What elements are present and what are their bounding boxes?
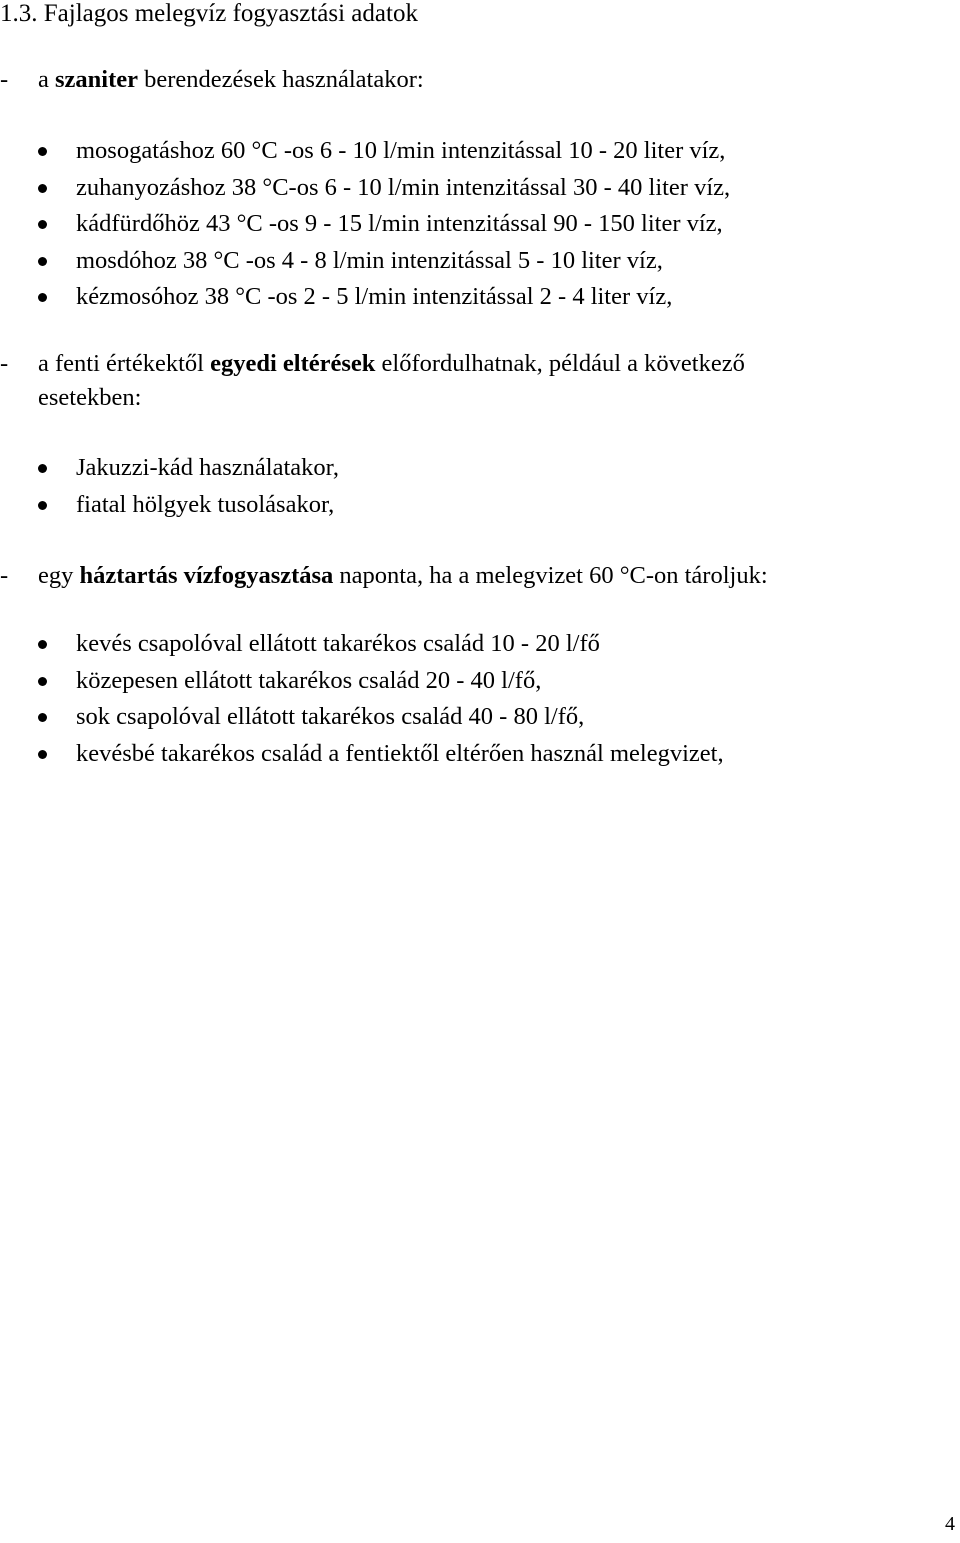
list-item-text: mosdóhoz 38 °C -os 4 - 8 l/min intenzitással 5 - 10 liter víz,	[76, 246, 663, 274]
list-item-text: kevésbé takarékos család a fentiektől eltérően használ melegvizet,	[76, 739, 724, 767]
bullet-icon	[38, 677, 47, 686]
dash-marker: -	[0, 66, 9, 93]
intro-pre: a fenti értékektől	[38, 350, 211, 377]
list-item-text: Jakuzzi-kád használatakor,	[76, 454, 339, 481]
intro-post: berendezések használatakor:	[138, 66, 424, 93]
bullet-icon	[38, 184, 47, 193]
intro-pre: egy	[38, 562, 80, 589]
bullet-icon	[38, 713, 47, 722]
list-item-text: kézmosóhoz 38 °C -os 2 - 5 l/min intenzitással 2 - 4 liter víz,	[76, 283, 673, 310]
list-item-text: sok csapolóval ellátott takarékos család 40 - 80 l/fő,	[76, 703, 585, 730]
list-item-text: zuhanyozáshoz 38 °C-os 6 - 10 l/min intenzitással 30 - 40 liter víz,	[76, 173, 731, 201]
intro-post: naponta, ha a melegvizet 60 °C-on tároljuk:	[333, 562, 768, 589]
intro-pre: a	[38, 66, 55, 93]
section-2-continuation: esetekben:	[38, 384, 142, 411]
bullet-icon	[38, 257, 47, 266]
list-item-text: kevés csapolóval ellátott takarékos család 10 - 20 l/fő	[76, 630, 600, 657]
bullet-icon	[38, 220, 47, 229]
list-item-text: fiatal hölgyek tusolásakor,	[76, 490, 335, 518]
section-1-intro	[0, 62, 424, 98]
bullet-icon	[38, 147, 47, 156]
section-3-intro	[0, 558, 768, 594]
list-item-text: kádfürdőhöz 43 °C -os 9 - 15 l/min intenzitással 90 - 150 liter víz,	[76, 210, 723, 237]
intro-post: előfordulhatnak, például a következő	[375, 350, 745, 377]
section-heading: 1.3. Fajlagos melegvíz fogyasztási adatok	[0, 0, 418, 27]
bullet-icon	[38, 293, 47, 302]
intro-bold: háztartás vízfogyasztása	[79, 562, 334, 589]
list-item-text: közepesen ellátott takarékos család 20 - 40 l/fő,	[76, 666, 542, 694]
bullet-icon	[38, 640, 47, 649]
list-item-text: mosogatáshoz 60 °C -os 6 - 10 l/min intenzitással 10 - 20 liter víz,	[76, 137, 726, 164]
page-number: 4	[945, 1513, 955, 1535]
intro-bold: egyedi eltérések	[210, 350, 376, 377]
dash-marker: -	[0, 350, 9, 377]
bullet-icon	[38, 464, 47, 473]
bullet-icon	[38, 750, 47, 759]
bullet-icon	[38, 501, 47, 510]
section-2-intro	[0, 346, 745, 382]
dash-marker: -	[0, 562, 9, 589]
intro-bold: szaniter	[55, 66, 138, 93]
